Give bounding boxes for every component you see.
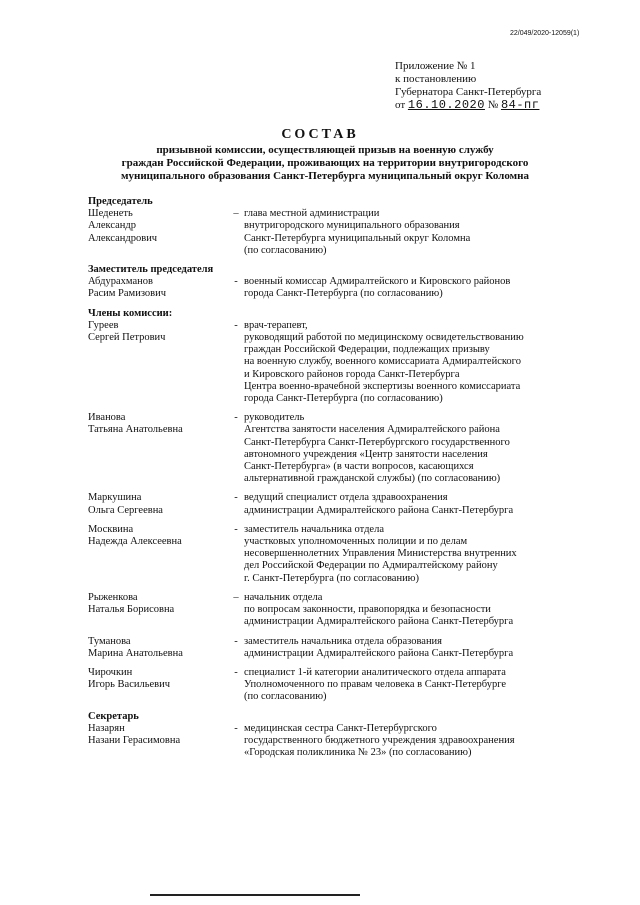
member-name-line: Москвина: [88, 523, 134, 535]
member-position-line: государственного бюджетного учреждения здравоохранения: [244, 734, 515, 746]
dash-separator: –: [233, 208, 239, 220]
dash-separator: -: [234, 722, 238, 734]
member-name-line: Александрович: [88, 232, 158, 244]
dash-separator: -: [234, 523, 238, 535]
member-row: [88, 208, 608, 257]
member-name-line: Шеденеть: [88, 208, 133, 220]
member-position-line: ведущий специалист отдела здравоохранения: [244, 492, 448, 504]
document-title: СОСТАВ: [281, 127, 359, 142]
spacer: [88, 301, 608, 308]
spacer: [88, 405, 608, 412]
member-position-line: альтернативной гражданской службы) (по согласованию): [244, 473, 501, 485]
member-row: [88, 667, 608, 704]
member-position: [244, 208, 608, 257]
member-name-line: Иванова: [88, 412, 126, 424]
member-position: [244, 636, 608, 660]
member-name-line: Марина Анатольевна: [88, 647, 183, 659]
member-position-line: «Городская поликлиника № 23» (по согласованию): [244, 747, 472, 759]
document-subtitle: [60, 144, 590, 183]
member-position-line: медицинская сестра Санкт-Петербургского: [244, 722, 437, 734]
dash-separator: -: [234, 412, 238, 424]
section-heading: Заместитель председателя: [88, 264, 214, 276]
member-position: [244, 723, 608, 760]
member-position-line: города Санкт-Петербурга (по согласованию): [244, 288, 443, 300]
member-name-line: Маркушина: [88, 492, 142, 504]
member-position: [244, 320, 608, 405]
member-name-line: Абдурахманов: [88, 276, 153, 288]
member-position-line: начальник отдела: [244, 591, 323, 603]
member-position-line: врач-терапевт,: [244, 319, 308, 331]
spacer: [88, 517, 608, 524]
member-position-line: руководитель: [244, 412, 305, 424]
bottom-rule: [150, 894, 360, 896]
member-row: [88, 412, 608, 485]
member-position-line: руководящий работой по медицинскому освидетельствованию: [244, 332, 524, 344]
member-name-line: Игорь Васильевич: [88, 679, 171, 691]
commission-list: [88, 196, 608, 766]
section-heading: Председатель: [88, 196, 153, 207]
member-position: [244, 667, 608, 704]
member-row: [88, 492, 608, 516]
member-position: [244, 276, 608, 300]
member-name-line: Сергей Петрович: [88, 332, 166, 344]
member-position-line: Санкт-Петербурга Санкт-Петербургского государственного: [244, 436, 510, 448]
member-position-line: дел Российской Федерации по Адмиралтейскому району: [244, 560, 498, 572]
member-row: [88, 636, 608, 660]
dash-separator: –: [233, 591, 239, 603]
member-position-line: администрации Адмиралтейского района Санкт-Петербурга: [244, 647, 514, 659]
spacer: [88, 629, 608, 636]
spacer: [88, 257, 608, 264]
decree-number: 84-пг: [500, 98, 540, 112]
member-name: [88, 276, 228, 300]
member-position-line: граждан Российской Федерации, подлежащих призыву: [244, 344, 490, 356]
subtitle-line: призывной комиссии, осуществляющей призыв на военную службу: [156, 144, 494, 156]
member-row: [88, 524, 608, 585]
spacer: [88, 704, 608, 711]
appendix-block: [395, 60, 541, 112]
member-name-line: Рыженкова: [88, 591, 138, 603]
member-row: [88, 276, 608, 300]
member-name: [88, 492, 228, 516]
member-position-line: внутригородского муниципального образования: [244, 220, 460, 232]
subtitle-line: граждан Российской Федерации, проживающих на территории внутригородского: [121, 157, 529, 169]
member-name-line: Гуреев: [88, 319, 119, 331]
member-position-line: Санкт-Петербурга муниципальный округ Коломна: [244, 232, 471, 244]
member-name: [88, 524, 228, 585]
number-label: №: [487, 99, 499, 111]
spacer: [88, 585, 608, 592]
member-row: [88, 723, 608, 760]
member-position-line: автономного учреждения «Центр занятости населения: [244, 448, 488, 460]
member-name-line: Татьяна Анатольевна: [88, 424, 183, 436]
member-position-line: специалист 1-й категории аналитического отдела аппарата: [244, 666, 506, 678]
member-position: [244, 492, 608, 516]
spacer: [88, 660, 608, 667]
spacer: [88, 485, 608, 492]
member-name-line: Назани Герасимовна: [88, 734, 181, 746]
spacer: [88, 759, 608, 766]
appendix-line: Приложение № 1: [395, 60, 476, 72]
member-position-line: администрации Адмиралтейского района Санкт-Петербурга: [244, 504, 514, 516]
member-name-line: Наталья Борисовна: [88, 604, 175, 616]
member-name: [88, 592, 228, 629]
member-position-line: (по согласованию): [244, 691, 327, 703]
member-name: [88, 412, 228, 485]
member-position-line: (по согласованию): [244, 244, 327, 256]
member-position-line: по вопросам законности, правопорядка и безопасности: [244, 604, 491, 616]
section-heading: Члены комиссии:: [88, 307, 173, 319]
member-position-line: Агентства занятости населения Адмиралтейского района: [244, 424, 500, 436]
member-position-line: администрации Адмиралтейского района Санкт-Петербурга: [244, 616, 514, 628]
member-position: [244, 412, 608, 485]
member-position-line: участковых уполномоченных полиции и по делам: [244, 536, 468, 548]
member-position-line: Уполномоченного по правам человека в Санкт-Петербурге: [244, 679, 507, 691]
dash-separator: -: [234, 319, 238, 331]
member-position-line: военный комиссар Адмиралтейского и Кировского районов: [244, 276, 511, 288]
member-name-line: Назарян: [88, 722, 125, 734]
member-row: [88, 320, 608, 405]
member-name-line: Александр: [88, 220, 136, 232]
member-position-line: на военную службу, военного комиссариата Адмиралтейского: [244, 356, 521, 368]
dash-separator: -: [234, 276, 238, 288]
member-name-line: Расим Рамизович: [88, 288, 167, 300]
dash-separator: -: [234, 666, 238, 678]
member-name-line: Туманова: [88, 635, 131, 647]
section-heading: Секретарь: [88, 710, 139, 722]
member-name-line: Ольга Сергеевна: [88, 504, 163, 516]
appendix-line: к постановлению: [395, 73, 477, 85]
member-position-line: г. Санкт-Петербурга (по согласованию): [244, 572, 420, 584]
member-position: [244, 592, 608, 629]
member-name-line: Надежда Алексеевна: [88, 536, 182, 548]
member-name: [88, 208, 228, 257]
member-position-line: глава местной администрации: [244, 208, 380, 220]
member-position-line: города Санкт-Петербурга (по согласованию): [244, 393, 443, 405]
appendix-line: Губернатора Санкт-Петербурга: [395, 86, 542, 98]
member-position-line: заместитель начальника отдела: [244, 523, 384, 535]
member-name: [88, 667, 228, 704]
member-name: [88, 723, 228, 760]
member-position-line: несовершеннолетних Управления Министерства внутренних: [244, 548, 517, 560]
dash-separator: -: [234, 492, 238, 504]
dash-separator: -: [234, 635, 238, 647]
document-number: 22/049/2020-12059(1): [510, 30, 580, 37]
appendix-date-line: [395, 99, 541, 112]
member-name: [88, 320, 228, 405]
member-name: [88, 636, 228, 660]
member-row: [88, 592, 608, 629]
member-name-line: Чирочкин: [88, 666, 133, 678]
from-label: от: [395, 99, 406, 111]
subtitle-line: муниципального образования Санкт-Петербурга муниципальный округ Коломна: [121, 170, 529, 182]
member-position-line: и Кировского районов города Санкт-Петербурга: [244, 368, 460, 380]
decree-date: 16.10.2020: [407, 98, 485, 112]
member-position: [244, 524, 608, 585]
member-position-line: заместитель начальника отдела образования: [244, 635, 443, 647]
member-position-line: Центра военно-врачебной экспертизы военного комиссариата: [244, 380, 521, 392]
member-position-line: Санкт-Петербурга» (в части вопросов, касающихся: [244, 461, 474, 473]
